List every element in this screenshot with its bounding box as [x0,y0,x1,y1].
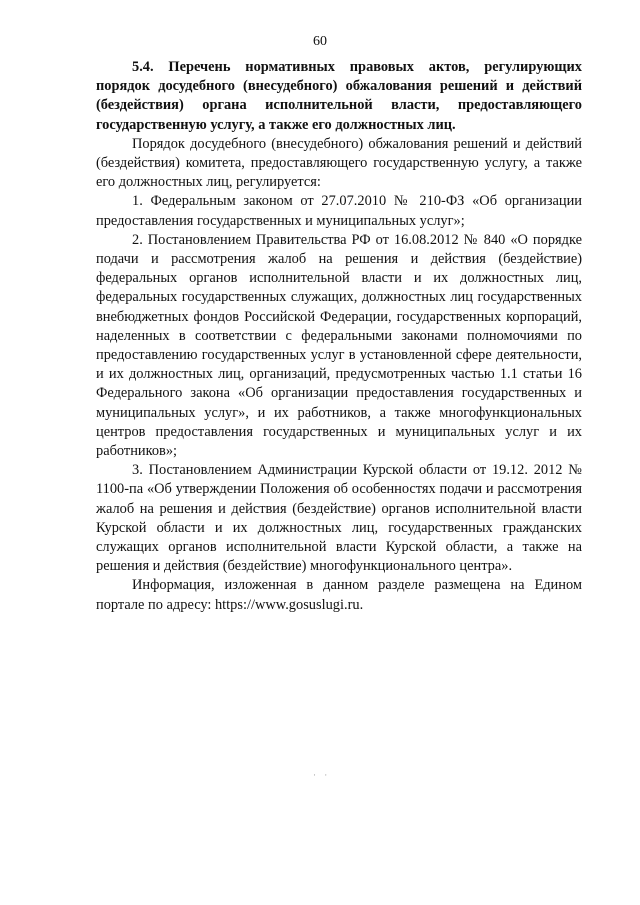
info-paragraph: Информация, изложенная в данном разделе размещена на Едином портале по адресу: https://www.gosuslugi.ru. [96,577,582,613]
section-heading: 5.4. Перечень нормативных правовых актов, регулирующих порядок досудебного (внесудебного) обжалования решений и действий (бездействия) органа исполнительной власти, предоставляющего государственную услугу, а также его должностных лиц. [96,59,582,133]
list-item-regional-decree: 3. Постановлением Администрации Курской области от 19.12. 2012 № 1100-па «Об утверждении Положения об особенностях подачи и рассмотрения жалоб на решения и действия (бездействие) органов исполнительной власти Курской области и их должностных лиц, государственных гражданских служащих органов исполнительной власти Курской области, а также на решения и действия (бездействие) многофункционального центра». [96,462,582,575]
intro-paragraph: Порядок досудебного (внесудебного) обжалования решений и действий (бездействия) комитета, предоставляющего государственную услугу, а также его должностных лиц, регулируется: [96,135,582,191]
scan-speck-decoration: · · [313,770,331,780]
document-body [96,58,582,615]
page-number: 60 [313,34,327,49]
list-item-government-decree: 2. Постановлением Правительства РФ от 16.08.2012 № 840 «О порядке подачи и рассмотрения жалоб на решения и действия (бездействие) федеральных органов исполнительной власти и их должностных лиц, федеральных государственных служащих, должностных лиц государственных внебюджетных фондов Российской Федерации, государственных корпораций, наделенных в соответствии с федеральными законами полномочиями по предоставлению государственных услуг в установленной сфере деятельности, и их должностных лиц, организаций, предусмотренных частью 1.1 статьи 16 Федерального закона «Об организации предоставления государственных и муниципальных услуг», и их работников, а также многофункциональных центров предоставления государственных и муниципальных услуг и их работников»; [96,231,582,460]
list-item-federal-law: 1. Федеральным законом от 27.07.2010 № 210-ФЗ «Об организации предоставления государственных и муниципальных услуг»; [96,193,582,229]
